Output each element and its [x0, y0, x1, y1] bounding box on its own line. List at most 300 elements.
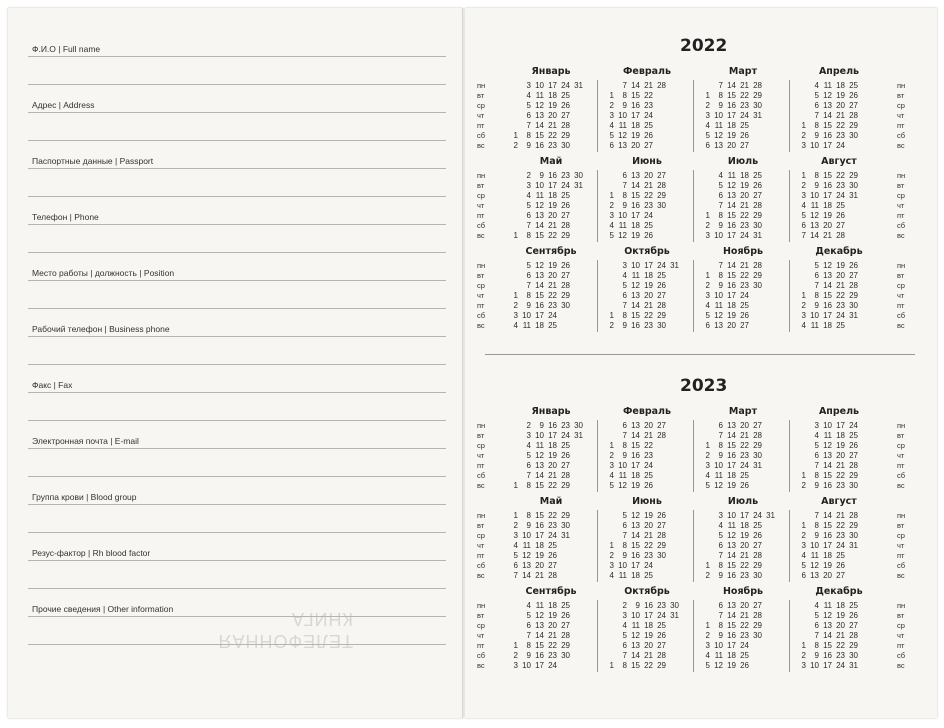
day-grid: [793, 261, 885, 331]
form-field[interactable]: [28, 44, 446, 94]
weekday-labels-right: [897, 261, 913, 331]
day-number: 4: [801, 551, 806, 560]
day-number: 13: [727, 541, 736, 550]
day-number: 15: [535, 131, 544, 140]
day-number: 13: [535, 111, 544, 120]
day-number: 30: [574, 171, 583, 180]
day-number: 9: [718, 281, 723, 290]
day-number: 8: [718, 621, 723, 630]
day-number: 10: [618, 461, 627, 470]
month-block: [697, 246, 789, 330]
day-number: 12: [618, 131, 627, 140]
day-number: 28: [657, 431, 666, 440]
week-row: [697, 271, 789, 281]
day-number: 13: [631, 171, 640, 180]
month-separator: [789, 510, 790, 582]
day-number: 30: [753, 631, 762, 640]
day-number: 18: [727, 471, 736, 480]
day-number: 12: [631, 511, 640, 520]
day-number: 25: [836, 551, 845, 560]
week-row: [697, 131, 789, 141]
day-number: 21: [740, 611, 749, 620]
day-number: 25: [836, 321, 845, 330]
day-number: 7: [814, 631, 819, 640]
day-number: 17: [631, 211, 640, 220]
day-number: 2: [705, 101, 710, 110]
day-number: 30: [753, 451, 762, 460]
week-row: [601, 261, 693, 271]
day-number: 2: [609, 451, 614, 460]
day-number: 13: [631, 641, 640, 650]
week-row: [505, 661, 597, 671]
day-number: 23: [836, 301, 845, 310]
day-number: 5: [526, 451, 531, 460]
day-number: 26: [740, 311, 749, 320]
day-number: 5: [814, 441, 819, 450]
writing-line: [28, 84, 446, 85]
week-row: [697, 461, 789, 471]
day-number: 29: [849, 641, 858, 650]
weekday-label: чт: [477, 451, 485, 460]
day-number: 10: [535, 81, 544, 90]
day-number: 5: [622, 511, 627, 520]
day-number: 31: [753, 231, 762, 240]
day-number: 12: [823, 441, 832, 450]
day-number: 16: [631, 201, 640, 210]
day-number: 14: [535, 221, 544, 230]
week-row: [505, 121, 597, 131]
day-number: 23: [644, 201, 653, 210]
day-number: 9: [814, 301, 819, 310]
day-number: 10: [714, 291, 723, 300]
day-number: 28: [753, 201, 762, 210]
month-block: [505, 586, 597, 670]
week-row: [505, 81, 597, 91]
personal-info-page: [8, 8, 463, 718]
day-number: 11: [535, 91, 544, 100]
day-number: 23: [644, 321, 653, 330]
week-row: [697, 261, 789, 271]
day-grid: [697, 511, 789, 581]
week-row: [793, 111, 885, 121]
day-number: 26: [644, 231, 653, 240]
day-number: 5: [801, 561, 806, 570]
weekday-label: ср: [477, 101, 485, 110]
day-number: 24: [644, 111, 653, 120]
weekday-label: вт: [477, 91, 485, 100]
day-number: 9: [526, 651, 531, 660]
week-row: [505, 621, 597, 631]
day-number: 15: [535, 291, 544, 300]
day-number: 17: [535, 661, 544, 670]
form-field[interactable]: [28, 380, 446, 430]
month-block: [601, 586, 693, 670]
writing-line: [28, 532, 446, 533]
field-label: Рабочий телефон | Business phone: [32, 324, 170, 334]
week-row: [601, 641, 693, 651]
month-block: [505, 246, 597, 330]
day-number: 28: [657, 651, 666, 660]
day-number: 3: [609, 111, 614, 120]
day-number: 22: [548, 481, 557, 490]
week-row: [505, 481, 597, 491]
form-field[interactable]: [28, 492, 446, 542]
day-number: 24: [740, 231, 749, 240]
week-row: [793, 221, 885, 231]
weekday-label: ср: [897, 621, 905, 630]
week-row: [601, 621, 693, 631]
week-row: [601, 191, 693, 201]
day-number: 23: [836, 181, 845, 190]
day-number: 24: [657, 611, 666, 620]
day-number: 24: [561, 81, 570, 90]
week-row: [601, 181, 693, 191]
day-number: 10: [714, 231, 723, 240]
day-number: 2: [622, 601, 627, 610]
day-number: 26: [561, 611, 570, 620]
day-number: 10: [631, 261, 640, 270]
form-field[interactable]: [28, 268, 446, 318]
day-number: 19: [727, 481, 736, 490]
day-number: 16: [535, 141, 544, 150]
day-number: 3: [513, 661, 518, 670]
day-number: 9: [622, 201, 627, 210]
day-number: 4: [609, 571, 614, 580]
day-number: 26: [849, 611, 858, 620]
day-number: 4: [526, 191, 531, 200]
day-number: 30: [657, 321, 666, 330]
week-row: [793, 311, 885, 321]
day-number: 29: [753, 621, 762, 630]
week-row: [697, 661, 789, 671]
form-field[interactable]: [28, 212, 446, 262]
day-number: 25: [548, 321, 557, 330]
day-number: 2: [513, 521, 518, 530]
day-number: 22: [548, 641, 557, 650]
day-number: 27: [561, 211, 570, 220]
weekday-label: пт: [477, 121, 485, 130]
day-number: 24: [836, 541, 845, 550]
day-number: 26: [644, 481, 653, 490]
week-row: [697, 421, 789, 431]
day-number: 21: [548, 121, 557, 130]
day-number: 26: [657, 281, 666, 290]
form-field[interactable]: [28, 436, 446, 486]
month-name: Сентябрь: [525, 246, 577, 257]
day-number: 18: [740, 171, 749, 180]
day-number: 3: [526, 181, 531, 190]
week-row: [601, 531, 693, 541]
day-number: 4: [705, 121, 710, 130]
day-number: 16: [535, 521, 544, 530]
day-number: 5: [513, 551, 518, 560]
week-row: [505, 461, 597, 471]
day-number: 24: [836, 661, 845, 670]
week-row: [793, 201, 885, 211]
day-grid: [697, 171, 789, 241]
weekday-label: ср: [897, 441, 905, 450]
week-row: [505, 231, 597, 241]
day-number: 27: [657, 641, 666, 650]
day-number: 25: [644, 121, 653, 130]
day-number: 7: [526, 121, 531, 130]
day-number: 6: [526, 461, 531, 470]
month-name: Апрель: [818, 406, 860, 417]
day-number: 27: [657, 291, 666, 300]
day-number: 13: [727, 421, 736, 430]
day-number: 11: [522, 541, 531, 550]
day-number: 8: [814, 641, 819, 650]
day-number: 31: [849, 191, 858, 200]
day-number: 22: [836, 291, 845, 300]
day-number: 15: [823, 471, 832, 480]
weekday-label: чт: [477, 631, 485, 640]
day-number: 29: [849, 121, 858, 130]
day-number: 10: [535, 431, 544, 440]
day-number: 6: [622, 171, 627, 180]
week-row: [793, 521, 885, 531]
day-number: 15: [823, 171, 832, 180]
week-row: [505, 561, 597, 571]
month-name: Май: [539, 156, 563, 167]
day-number: 7: [622, 81, 627, 90]
day-number: 3: [718, 511, 723, 520]
day-number: 26: [740, 481, 749, 490]
day-number: 4: [718, 171, 723, 180]
day-number: 3: [609, 461, 614, 470]
weekday-label: вс: [477, 571, 485, 580]
form-field[interactable]: [28, 156, 446, 206]
form-field[interactable]: [28, 548, 446, 598]
weekday-labels-left: [477, 81, 493, 151]
day-number: 22: [740, 211, 749, 220]
month-name: Февраль: [622, 66, 672, 77]
day-number: 16: [548, 171, 557, 180]
day-number: 1: [705, 441, 710, 450]
day-number: 28: [753, 611, 762, 620]
day-number: 11: [714, 121, 723, 130]
day-number: 20: [644, 521, 653, 530]
day-number: 4: [526, 441, 531, 450]
day-number: 16: [727, 101, 736, 110]
month-name: Ноябрь: [722, 246, 764, 257]
week-row: [601, 121, 693, 131]
day-number: 14: [522, 571, 531, 580]
day-number: 3: [705, 461, 710, 470]
day-grid: [697, 421, 789, 491]
day-number: 13: [522, 561, 531, 570]
day-number: 13: [810, 221, 819, 230]
day-number: 31: [574, 81, 583, 90]
day-number: 11: [522, 321, 531, 330]
day-number: 8: [622, 441, 627, 450]
day-number: 14: [631, 651, 640, 660]
day-number: 18: [823, 551, 832, 560]
writing-line: [28, 504, 446, 505]
day-number: 2: [705, 571, 710, 580]
day-number: 20: [548, 211, 557, 220]
day-number: 29: [753, 441, 762, 450]
day-number: 29: [561, 291, 570, 300]
week-row: [793, 211, 885, 221]
weekday-label: сб: [897, 561, 906, 570]
day-number: 19: [644, 511, 653, 520]
day-number: 17: [631, 461, 640, 470]
month-name: Ноябрь: [722, 586, 764, 597]
week-row: [697, 311, 789, 321]
weekday-label: пт: [897, 301, 905, 310]
week-row: [697, 471, 789, 481]
day-number: 30: [561, 301, 570, 310]
weekday-label: вс: [897, 141, 905, 150]
day-number: 10: [618, 561, 627, 570]
week-row: [505, 221, 597, 231]
week-row: [697, 301, 789, 311]
day-number: 27: [740, 321, 749, 330]
week-row: [697, 191, 789, 201]
day-number: 6: [718, 191, 723, 200]
writing-line: [28, 392, 446, 393]
month-separator: [789, 170, 790, 242]
day-number: 5: [526, 101, 531, 110]
day-number: 14: [631, 81, 640, 90]
month-block: [697, 156, 789, 240]
day-number: 15: [535, 481, 544, 490]
day-number: 4: [718, 521, 723, 530]
day-number: 14: [727, 611, 736, 620]
day-number: 6: [526, 211, 531, 220]
day-number: 15: [535, 511, 544, 520]
week-row: [505, 311, 597, 321]
day-number: 13: [823, 451, 832, 460]
weekday-label: пн: [897, 171, 906, 180]
day-number: 5: [526, 611, 531, 620]
day-number: 13: [714, 321, 723, 330]
day-number: 30: [670, 601, 679, 610]
day-number: 1: [609, 441, 614, 450]
weekday-label: вс: [477, 231, 485, 240]
day-number: 12: [714, 311, 723, 320]
day-number: 2: [705, 451, 710, 460]
weekday-label: пн: [477, 511, 486, 520]
day-number: 22: [644, 441, 653, 450]
form-field[interactable]: [28, 604, 446, 654]
day-number: 14: [535, 631, 544, 640]
writing-line: [28, 336, 446, 337]
day-grid: [505, 601, 597, 671]
day-number: 19: [631, 481, 640, 490]
day-number: 17: [631, 561, 640, 570]
day-number: 21: [836, 511, 845, 520]
week-row: [697, 201, 789, 211]
day-number: 11: [823, 81, 832, 90]
day-grid: [697, 601, 789, 671]
month-block: [505, 156, 597, 240]
day-number: 16: [631, 551, 640, 560]
day-number: 23: [548, 651, 557, 660]
week-row: [505, 541, 597, 551]
day-number: 18: [548, 601, 557, 610]
day-number: 17: [727, 291, 736, 300]
day-number: 10: [618, 211, 627, 220]
form-field[interactable]: [28, 324, 446, 374]
day-number: 29: [657, 541, 666, 550]
writing-line: [28, 112, 446, 113]
day-number: 1: [513, 131, 518, 140]
week-row: [793, 661, 885, 671]
weekday-label: вс: [477, 321, 485, 330]
month-separator: [597, 170, 598, 242]
day-number: 19: [548, 261, 557, 270]
day-number: 21: [548, 471, 557, 480]
day-number: 6: [814, 101, 819, 110]
weekday-label: пн: [477, 81, 486, 90]
day-number: 6: [814, 271, 819, 280]
day-number: 18: [740, 521, 749, 530]
month-block: [697, 586, 789, 670]
day-number: 28: [657, 81, 666, 90]
day-number: 7: [814, 511, 819, 520]
day-number: 29: [849, 471, 858, 480]
day-number: 7: [622, 301, 627, 310]
day-number: 15: [631, 541, 640, 550]
week-row: [793, 621, 885, 631]
day-number: 18: [644, 621, 653, 630]
day-number: 29: [561, 641, 570, 650]
form-field[interactable]: [28, 100, 446, 150]
day-number: 19: [535, 551, 544, 560]
weekday-label: сб: [897, 471, 906, 480]
month-name: Декабрь: [815, 246, 863, 257]
day-number: 30: [561, 521, 570, 530]
day-number: 10: [714, 111, 723, 120]
weekday-label: вт: [477, 521, 485, 530]
day-number: 14: [823, 631, 832, 640]
day-number: 19: [548, 611, 557, 620]
field-label: Телефон | Phone: [32, 212, 99, 222]
month-name: Июнь: [632, 156, 662, 167]
day-number: 16: [823, 131, 832, 140]
month-block: [601, 246, 693, 330]
day-number: 6: [622, 521, 627, 530]
day-number: 28: [548, 571, 557, 580]
day-number: 17: [823, 311, 832, 320]
day-number: 24: [849, 421, 858, 430]
day-number: 2: [801, 481, 806, 490]
day-number: 17: [548, 431, 557, 440]
week-row: [793, 121, 885, 131]
day-number: 3: [801, 541, 806, 550]
day-number: 3: [622, 611, 627, 620]
week-row: [793, 481, 885, 491]
week-row: [793, 641, 885, 651]
day-number: 8: [622, 191, 627, 200]
day-number: 11: [823, 431, 832, 440]
day-number: 25: [740, 121, 749, 130]
weekday-label: вс: [897, 231, 905, 240]
week-row: [697, 101, 789, 111]
week-row: [505, 511, 597, 521]
day-number: 20: [823, 571, 832, 580]
day-number: 15: [727, 271, 736, 280]
day-number: 23: [836, 651, 845, 660]
day-number: 26: [561, 451, 570, 460]
week-row: [601, 551, 693, 561]
day-number: 26: [561, 101, 570, 110]
day-number: 8: [718, 91, 723, 100]
day-number: 14: [631, 531, 640, 540]
week-row: [505, 211, 597, 221]
